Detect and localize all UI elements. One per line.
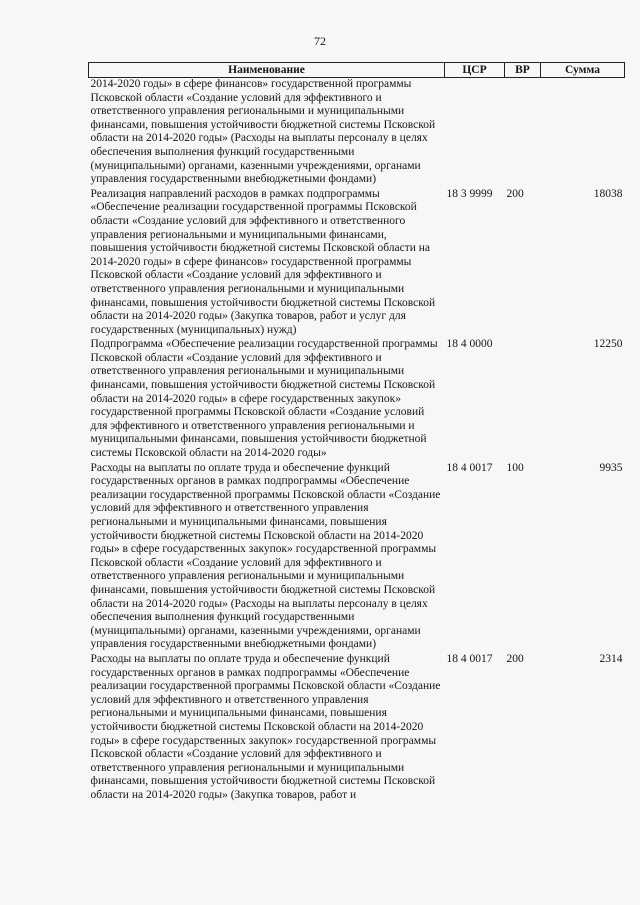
table-row (89, 188, 625, 339)
header-sum: Сумма (541, 63, 625, 78)
header-name: Наименование (89, 63, 445, 78)
budget-table (88, 62, 625, 803)
row-sum (541, 78, 625, 188)
table-header (89, 63, 625, 78)
table-row (89, 338, 625, 461)
row-sum: 12250 (593, 338, 623, 351)
row-csr: 18 4 0000 (446, 338, 493, 351)
table-row (89, 462, 625, 653)
row-csr: 18 4 0017 (446, 461, 493, 474)
table-row (89, 653, 625, 804)
table-row (89, 78, 625, 188)
row-csr: 18 3 9999 (446, 187, 493, 200)
header-vr: ВР (505, 63, 541, 78)
row-vr: 100 (506, 461, 524, 474)
row-vr (505, 338, 541, 461)
row-sum: 18038 (593, 187, 623, 200)
header-csr: ЦСР (445, 63, 505, 78)
row-name: Расходы на выплаты по оплате труда и обеспечение функций государственных органов в рамках подпрограммы «Обеспечение реализации государственной программы Псковской области «Создание условий для эффективного и ответственного управления региональными и муниципальными финансами, повышения устойчивости бюджетной системы Псковской области на 2014-2020 годы» в сфере государственных закупок» государственной программы Псковской области «Создание условий для эффективного и ответственного управления региональными и муниципальными финансами, повышения устойчивости бюджетной системы Псковской области на 2014-2020 годы» (Расходы на выплаты персоналу в целях обеспечения выполнения функций государственными (муниципальными) органами, казенными учреждениями, органами управления государственными внебюджетными фондами) (90, 461, 441, 651)
row-name: Реализация направлений расходов в рамках подпрограммы «Обеспечение реализации государственной программы Псковской области «Создание условий для эффективного и ответственного управления региональными и муниципальными финансами, повышения устойчивости бюджетной системы Псковской области на 2014-2020 годы» в сфере финансов» государственной программы Псковской области «Создание условий для эффективного и ответственного управления региональными и муниципальными финансами, повышения устойчивости бюджетной системы Псковской области на 2014-2020 годы» (Закупка товаров, работ и услуг для государственных (муниципальных) нужд) (90, 187, 436, 336)
row-vr: 200 (506, 187, 524, 200)
row-sum: 2314 (599, 652, 623, 665)
row-vr (505, 78, 541, 188)
row-csr: 18 4 0017 (446, 652, 493, 665)
table-body (89, 78, 625, 804)
row-name: Подпрограмма «Обеспечение реализации государственной программы Псковской области «Создание условий для эффективного и ответственного управления региональными и муниципальными финансами, повышения устойчивости бюджетной системы Псковской области на 2014-2020 годы» в сфере государственных закупок» государственной программы Псковской области «Создание условий для эффективного и ответственного управления региональными и муниципальными финансами, повышения устойчивости бюджетной системы Псковской области на 2014-2020 годы» (90, 338, 438, 460)
page-number: 72 (314, 34, 326, 48)
row-vr: 200 (506, 652, 524, 665)
row-name: 2014-2020 годы» в сфере финансов» государственной программы Псковской области «Создание условий для эффективного и ответственного управления региональными и муниципальными финансами, повышения устойчивости бюджетной системы Псковской области на 2014-2020 годы» (Расходы на выплаты персоналу в целях обеспечения выполнения функций государственными (муниципальными) органами, казенными учреждениями, органами управления государственными внебюджетными фондами) (90, 78, 436, 186)
row-name: Расходы на выплаты по оплате труда и обеспечение функций государственных органов в рамках подпрограммы «Обеспечение реализации государственной программы Псковской области «Создание условий для эффективного и ответственного управления региональными и муниципальными финансами, повышения устойчивости бюджетной системы Псковской области на 2014-2020 годы» в сфере государственных закупок» государственной программы Псковской области «Создание условий для эффективного и ответственного управления региональными и муниципальными финансами, повышения устойчивости бюджетной системы Псковской области на 2014-2020 годы» (Закупка товаров, работ и (90, 652, 441, 801)
row-sum: 9935 (599, 461, 623, 474)
row-csr (445, 78, 505, 188)
